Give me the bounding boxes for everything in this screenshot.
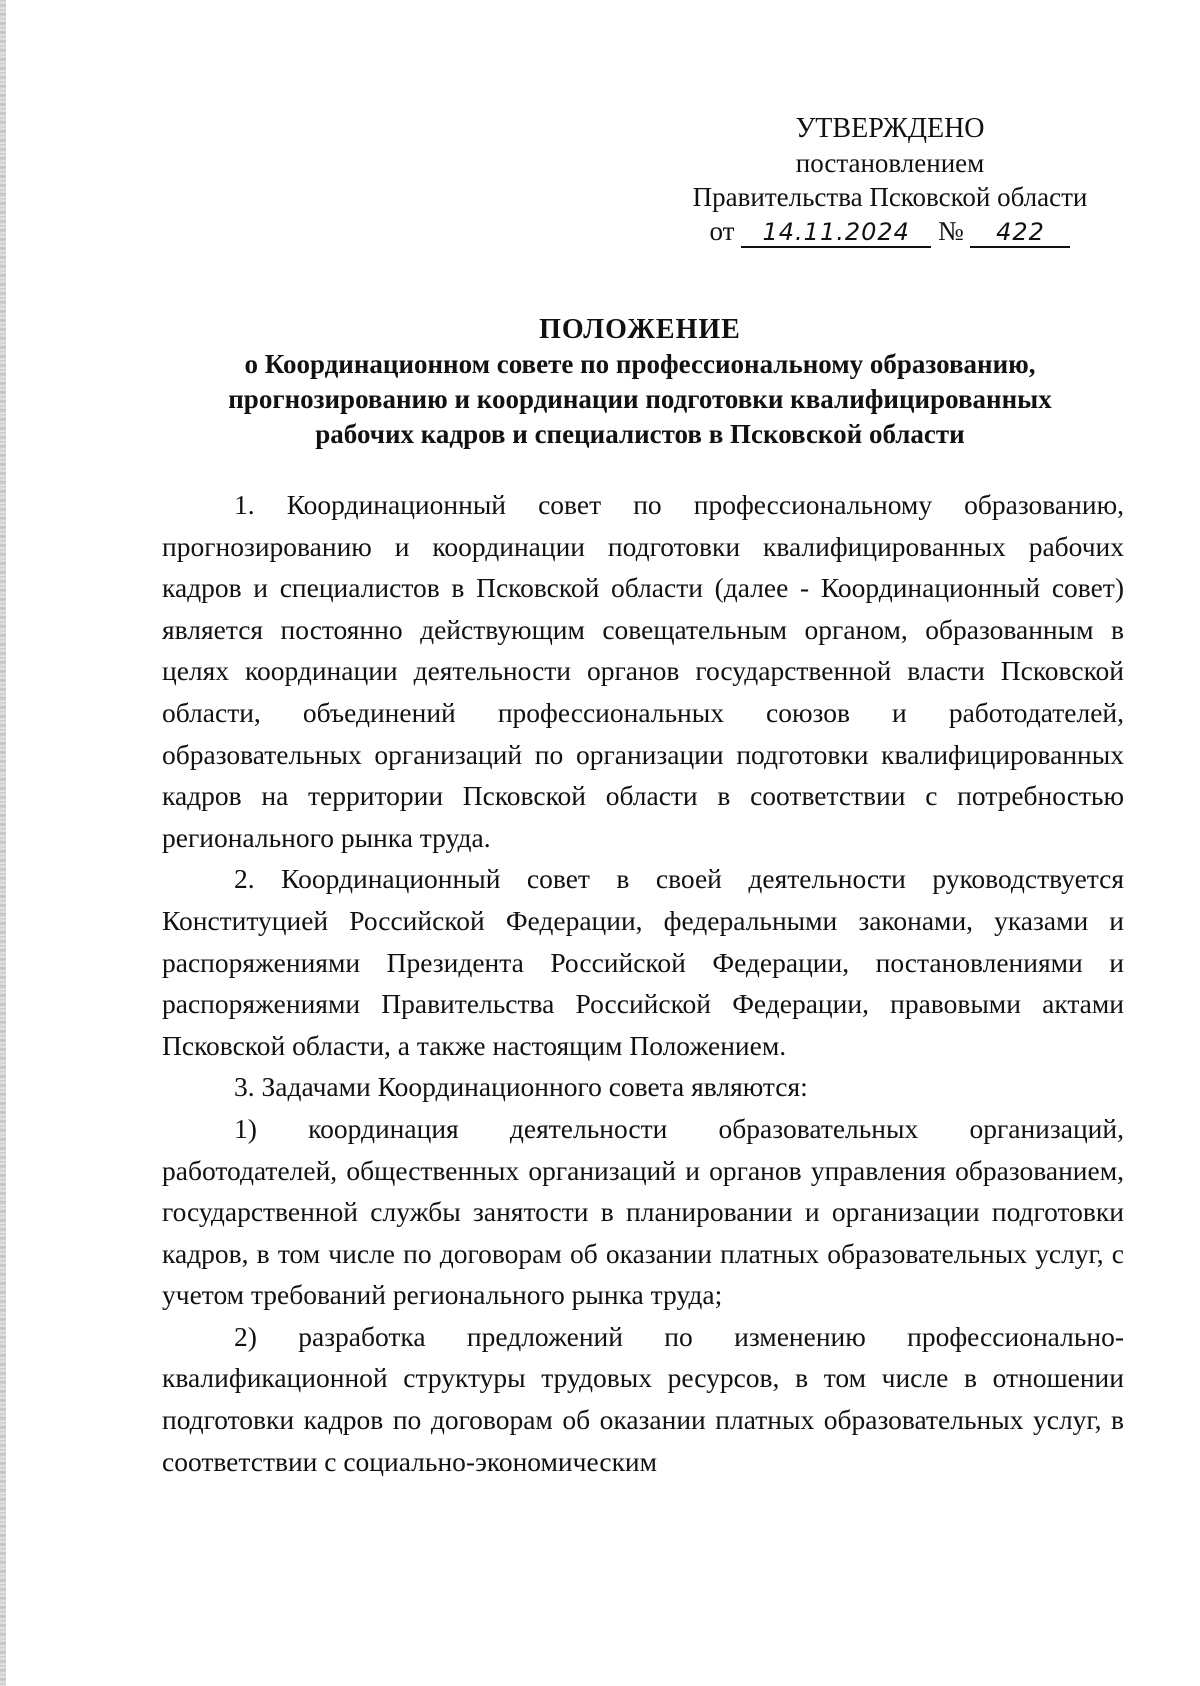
paragraph-2: 2. Координационный совет в своей деятельности руководствуется Конституцией Российской Федерации, федеральными законами, указами и распоряжениями Президента Российской Федерации, постановлениями и распоряжениями Правительства Российской Федерации, правовыми актами Псковской области, а также настоящим Положением. (162, 863, 1124, 1061)
approval-title: УТВЕРЖДЕНО (795, 113, 985, 144)
paragraph-3-item-1: 1) координация деятельности образовательных организаций, работодателей, общественных организаций и органов управления образованием, государственной службы занятости в планировании и организации подготовки кадров, в том числе по договорам об оказании платных образовательных услуг, с учетом требований регионального рынка труда; (162, 1112, 1124, 1311)
paragraph-3-item-2: 2) разработка предложений по изменению профессионально-квалификационной структуры трудовых ресурсов, в том числе в отношении подготовки кадров по договорам об оказании платных образовательных услуг, в соответствии с социально-экономическим (162, 1320, 1124, 1477)
scan-edge (0, 0, 6, 1686)
date-prefix: от (709, 216, 735, 246)
paragraph-1: 1. Координационный совет по профессиональному образованию, прогнозированию и координации подготовки квалифицированных рабочих кадров и специалистов в Псковской области (далее - Координационный совет) является постоянно действующим совещательным органом, образованным в целях координации деятельности органов государственной власти Псковской области, объединений профессиональных союзов и работодателей, образовательных организаций по организации подготовки квалифицированных кадров на территории Псковской области в соответствии с потребностью регионального рынка труда. (162, 489, 1124, 853)
approval-date-row (660, 214, 1120, 248)
document-body (162, 484, 1124, 1482)
title-main: ПОЛОЖЕНИЕ (539, 314, 741, 345)
handwritten-date: 14.11.2024 (741, 218, 931, 248)
title-line-3: рабочих кадров и специалистов в Псковской области (315, 419, 965, 449)
approval-authority: Правительства Псковской области (692, 182, 1088, 212)
approval-decree: постановлением (795, 148, 985, 178)
document-title (150, 312, 1130, 452)
paragraph-3: 3. Задачами Координационного совета являются: (234, 1071, 808, 1103)
title-line-2: прогнозированию и координации подготовки квалифицированных (228, 384, 1052, 414)
number-sign: № (937, 216, 964, 246)
title-line-1: о Координационном совете по профессиональному образованию, (244, 349, 1036, 379)
handwritten-number: 422 (970, 218, 1070, 248)
approval-stamp (660, 112, 1120, 248)
